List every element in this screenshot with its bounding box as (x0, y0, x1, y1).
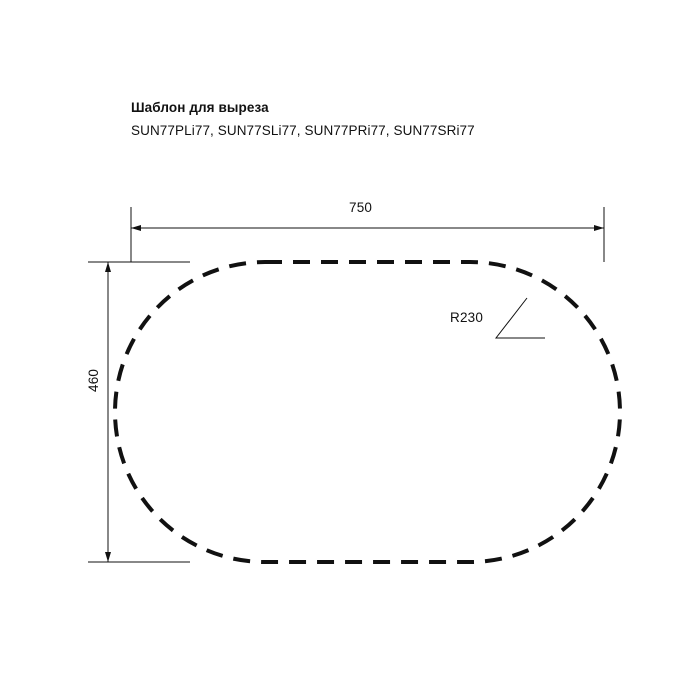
dimension-label-width: 750 (349, 200, 373, 215)
cutout-outline (115, 262, 620, 562)
arrow-head-left (131, 225, 141, 231)
model-list: SUN77PLi77, SUN77SLi77, SUN77PRi77, SUN77SRi77 (131, 123, 475, 138)
dimension-label-radius: R230 (450, 310, 484, 325)
arrow-head-top (105, 262, 111, 272)
radius-leader-line (496, 298, 545, 338)
arrow-head-right (594, 225, 604, 231)
dimension-label-height: 460 (86, 368, 101, 392)
page-title: Шаблон для выреза (131, 100, 269, 115)
arrow-head-bottom (105, 552, 111, 562)
